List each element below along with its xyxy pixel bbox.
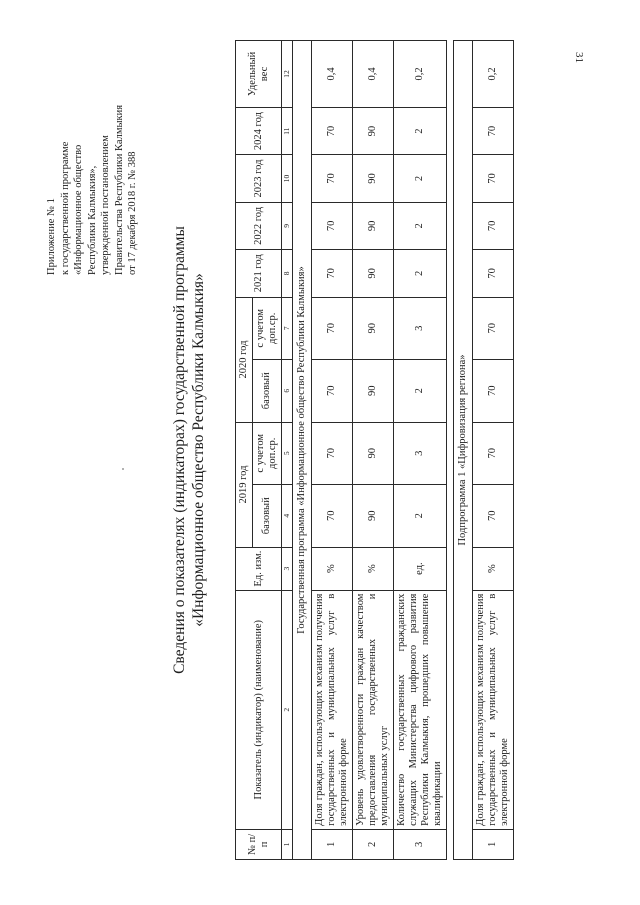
header-2020-extra: с учетом доп.ср. — [253, 297, 282, 360]
appendix-line: к государственной программе — [59, 141, 71, 275]
indicator-name: Уровень удовлетворенности граждан качеством предоставления государственных и муниципальных услуг — [353, 590, 394, 829]
column-number: 3 — [282, 547, 293, 590]
header-row — [236, 41, 253, 860]
indicator-name: Доля граждан, использующих механизм получения государственных и муниципальных услуг в электронной форме — [312, 590, 353, 829]
column-number: 8 — [282, 250, 293, 297]
header-2023: 2023 год — [236, 155, 282, 202]
value-cell: 70 — [473, 422, 514, 485]
table-row — [353, 41, 394, 860]
section-row — [454, 41, 473, 860]
value-cell: 70 — [312, 422, 353, 485]
column-number-row — [282, 41, 293, 860]
column-number: 10 — [282, 155, 293, 202]
column-number: 7 — [282, 297, 293, 360]
row-number: 1 — [312, 829, 353, 859]
value-cell: 70 — [312, 360, 353, 423]
value-cell: 70 — [473, 360, 514, 423]
appendix-line: от 17 декабря 2018 г. № 388 — [127, 151, 138, 275]
unit-cell: % — [312, 547, 353, 590]
column-number: 11 — [282, 107, 293, 154]
row-number: 2 — [353, 829, 394, 859]
appendix-line: Республики Калмыкия», — [86, 165, 98, 275]
unit-cell: % — [353, 547, 394, 590]
value-cell: 70 — [473, 250, 514, 297]
header-weight: Удельный вес — [236, 41, 282, 108]
value-cell: 90 — [353, 202, 394, 249]
value-cell: 2 — [394, 202, 447, 249]
header-2019-base: базовый — [253, 485, 282, 548]
weight-cell: 0,2 — [394, 41, 447, 108]
subprogram-title: Подпрограмма 1 «Цифровизация региона» — [454, 41, 473, 860]
value-cell: 70 — [473, 155, 514, 202]
column-number: 1 — [282, 829, 293, 859]
value-cell: 70 — [312, 485, 353, 548]
table-row — [394, 41, 447, 860]
value-cell: 2 — [394, 485, 447, 548]
value-cell: 70 — [473, 297, 514, 360]
value-cell: 90 — [353, 485, 394, 548]
value-cell: 3 — [394, 297, 447, 360]
value-cell: 90 — [353, 360, 394, 423]
header-2021: 2021 год — [236, 250, 282, 297]
weight-cell: 0,2 — [473, 41, 514, 108]
section-row — [293, 41, 312, 860]
header-num: № п/п — [236, 829, 282, 859]
column-number: 9 — [282, 202, 293, 249]
header-2019-extra: с учетом доп.ср. — [253, 422, 282, 485]
title-line-2: «Информационное общество Республики Калмыкия» — [190, 273, 207, 627]
row-number: 1 — [473, 829, 514, 859]
column-number: 5 — [282, 422, 293, 485]
section-title: Государственная программа «Информационное общество Республики Калмыкия» — [293, 41, 312, 860]
value-cell: 90 — [353, 422, 394, 485]
row-number: 3 — [394, 829, 447, 859]
value-cell: 2 — [394, 360, 447, 423]
value-cell: 90 — [353, 107, 394, 154]
indicator-name: Доля граждан, использующих механизм получения государственных и муниципальных услуг в электронной форме — [473, 590, 514, 829]
column-number: 6 — [282, 360, 293, 423]
value-cell: 90 — [353, 155, 394, 202]
indicator-name: Количество государственных гражданских служащих Министерства цифрового развития Республики Калмыкия, прошедших повышение квалификации — [394, 590, 447, 829]
value-cell: 70 — [312, 202, 353, 249]
appendix-line: Приложение № 1 — [46, 198, 57, 275]
value-cell: 2 — [394, 155, 447, 202]
title-line-1: Сведения о показателях (индикаторах) государственной программы — [171, 226, 188, 674]
value-cell: 90 — [353, 250, 394, 297]
weight-cell: 0,4 — [312, 41, 353, 108]
header-2024: 2024 год — [236, 107, 282, 154]
value-cell: 70 — [473, 107, 514, 154]
header-unit: Ед. изм. — [236, 547, 282, 590]
value-cell: 90 — [353, 297, 394, 360]
weight-cell: 0,4 — [353, 41, 394, 108]
column-number: 2 — [282, 590, 293, 829]
appendix-note — [45, 30, 140, 275]
header-2020: 2020 год — [236, 297, 253, 422]
spacer-cell — [447, 41, 454, 860]
table-row — [473, 41, 514, 860]
rotated-page-content — [45, 35, 555, 865]
column-number: 12 — [282, 41, 293, 108]
value-cell: 3 — [394, 422, 447, 485]
appendix-line: утвержденной постановлением — [100, 135, 111, 275]
unit-cell: % — [473, 547, 514, 590]
header-indicator: Показатель (индикатор) (наименование) — [236, 590, 282, 829]
header-2020-base: базовый — [253, 360, 282, 423]
appendix-line: «Информационное общество — [73, 144, 84, 275]
value-cell: 2 — [394, 107, 447, 154]
spacer-row — [447, 41, 454, 860]
column-number: 4 — [282, 485, 293, 548]
unit-cell: ед. — [394, 547, 447, 590]
value-cell: 2 — [394, 250, 447, 297]
value-cell: 70 — [473, 485, 514, 548]
value-cell: 70 — [312, 155, 353, 202]
header-2022: 2022 год — [236, 202, 282, 249]
appendix-line: Правительства Республики Калмыкия — [113, 104, 125, 275]
document-title — [170, 35, 208, 865]
indicators-table — [235, 40, 514, 860]
page-number: 31 — [573, 52, 585, 63]
value-cell: 70 — [312, 250, 353, 297]
header-2019: 2019 год — [236, 422, 253, 547]
table-row — [312, 41, 353, 860]
value-cell: 70 — [312, 297, 353, 360]
value-cell: 70 — [473, 202, 514, 249]
value-cell: 70 — [312, 107, 353, 154]
